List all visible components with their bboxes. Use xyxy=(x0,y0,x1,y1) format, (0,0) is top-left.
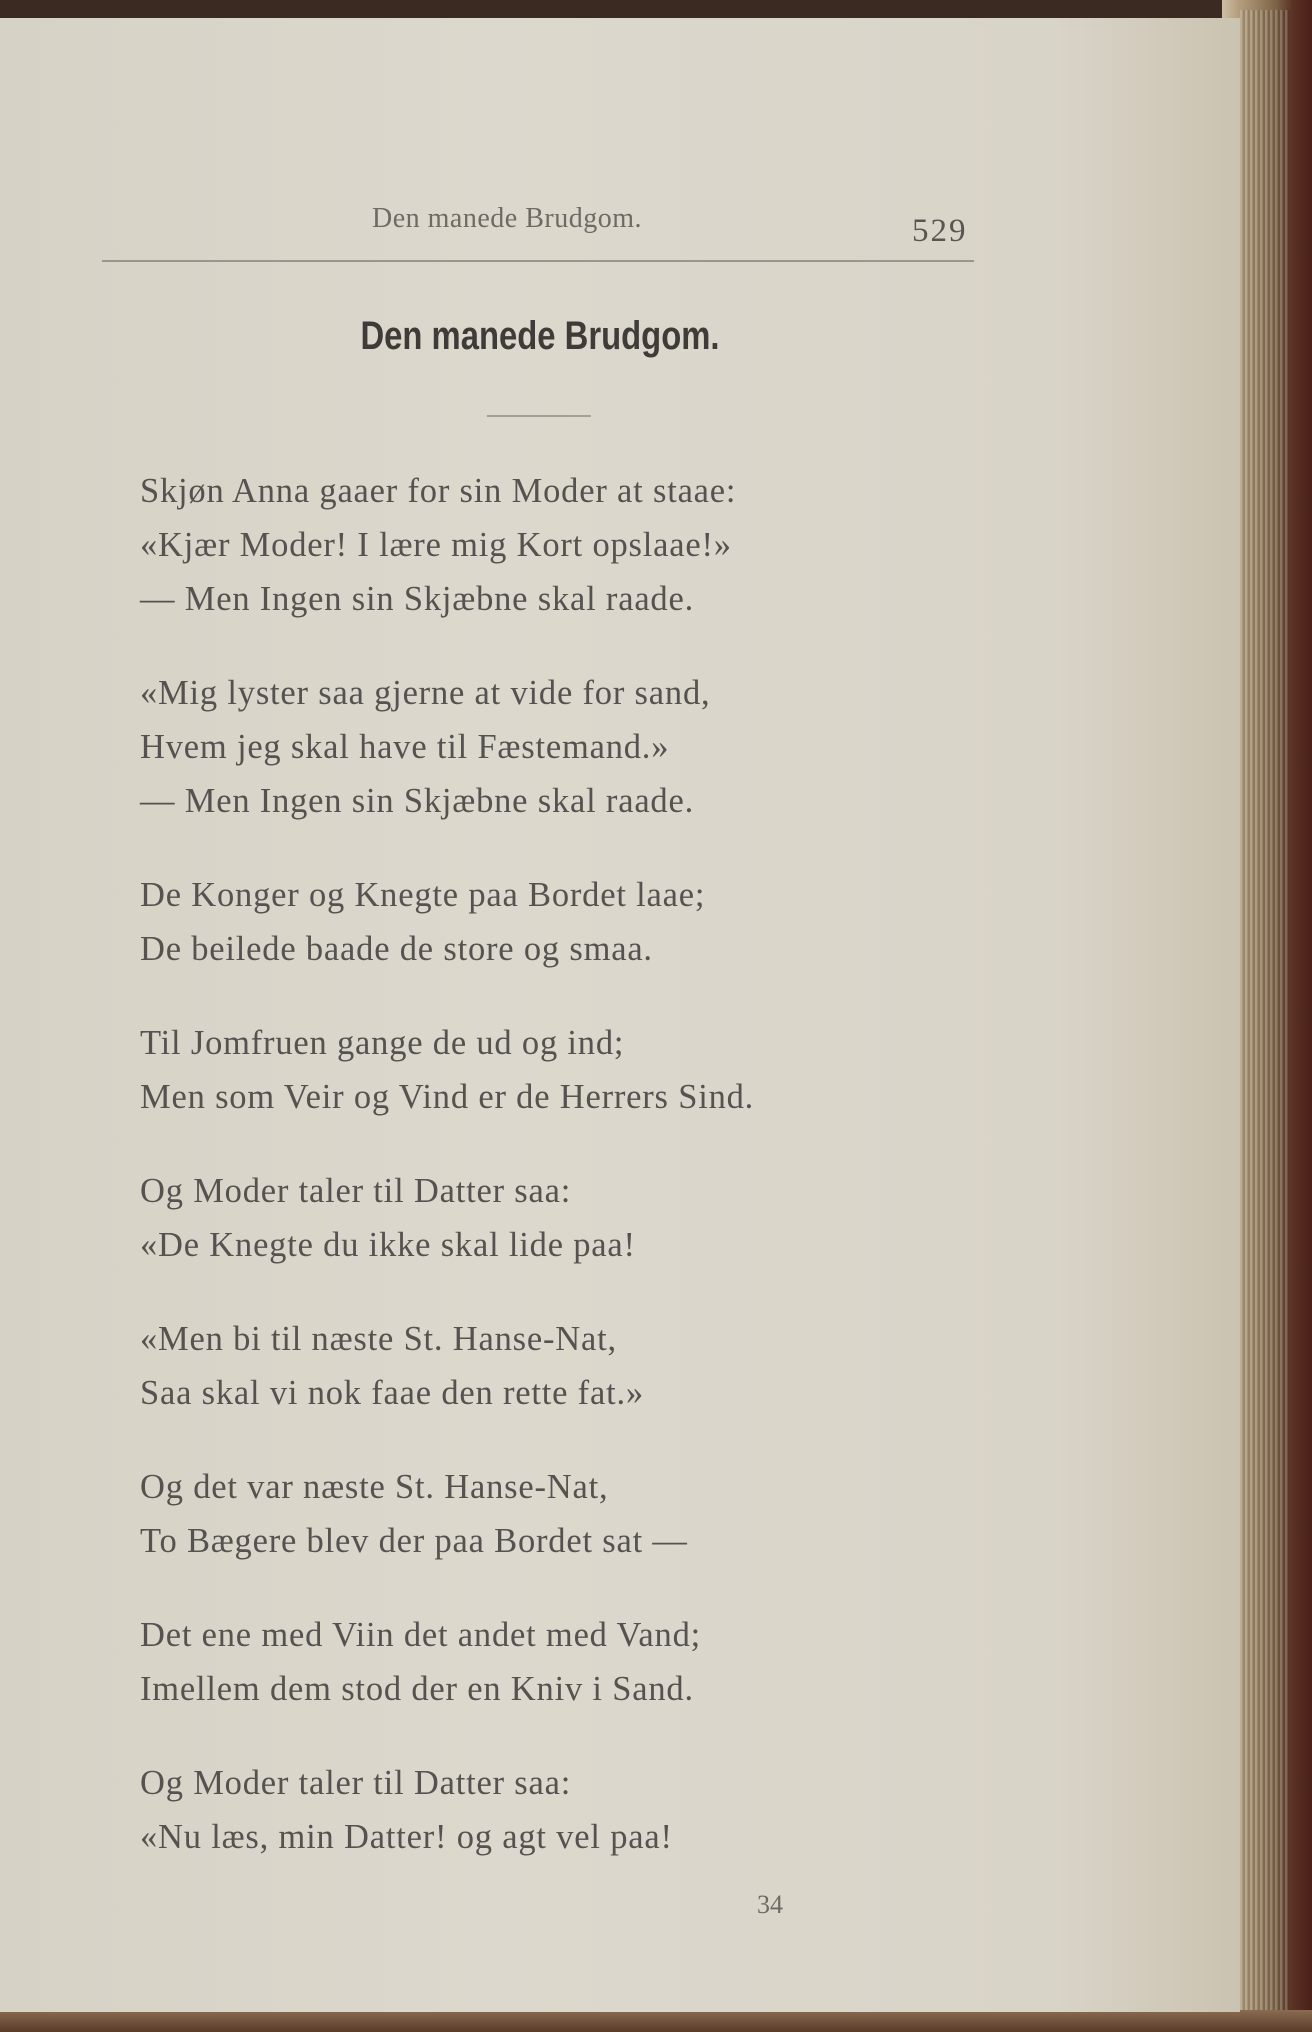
stanza xyxy=(140,1312,1020,1420)
poem-line: Skjøn Anna gaaer for sin Moder at staae: xyxy=(140,472,737,510)
poem-line: Og Moder taler til Datter saa: xyxy=(140,1172,572,1210)
title-rule xyxy=(487,415,591,417)
poem-body xyxy=(140,464,1020,1904)
page-number: 529 xyxy=(912,213,968,249)
book-bottom-edge xyxy=(0,2010,1312,2032)
page-edge-texture xyxy=(1240,10,1290,2015)
poem-line: Det ene med Viin det andet med Vand; xyxy=(140,1616,702,1654)
poem-line: Og Moder taler til Datter saa: xyxy=(140,1764,572,1802)
poem-title: Den manede Brudgom. xyxy=(360,314,720,358)
poem-line: Imellem dem stod der en Kniv i Sand. xyxy=(140,1670,694,1708)
stanza xyxy=(140,464,1020,626)
stanza xyxy=(140,1164,1020,1272)
poem-line: «Kjær Moder! I lære mig Kort opslaae!» xyxy=(140,526,732,564)
poem-line: Saa skal vi nok faae den rette fat.» xyxy=(140,1374,644,1412)
poem-line: Hvem jeg skal have til Fæstemand.» xyxy=(140,728,670,766)
poem-line: «Nu læs, min Datter! og agt vel paa! xyxy=(140,1818,673,1856)
poem-line: Til Jomfruen gange de ud og ind; xyxy=(140,1024,625,1062)
poem-line: De beilede baade de store og smaa. xyxy=(140,930,653,968)
stanza xyxy=(140,1016,1020,1124)
poem-line: «De Knegte du ikke skal lide paa! xyxy=(140,1226,636,1264)
poem-line: Og det var næste St. Hanse-Nat, xyxy=(140,1468,609,1506)
poem-line: «Mig lyster saa gjerne at vide for sand, xyxy=(140,674,711,712)
stanza xyxy=(140,1756,1020,1864)
signature-mark: 34 xyxy=(757,1890,783,1919)
poem-line: «Men bi til næste St. Hanse-Nat, xyxy=(140,1320,617,1358)
stanza xyxy=(140,1460,1020,1568)
poem-line: — Men Ingen sin Skjæbne skal raade. xyxy=(140,782,695,820)
running-head: Den manede Brudgom. xyxy=(372,203,642,234)
poem-line: Men som Veir og Vind er de Herrers Sind. xyxy=(140,1078,755,1116)
header-rule xyxy=(102,260,974,262)
stanza xyxy=(140,666,1020,828)
poem-line: To Bægere blev der paa Bordet sat — xyxy=(140,1522,688,1560)
book-page xyxy=(0,18,1240,2012)
poem-line: — Men Ingen sin Skjæbne skal raade. xyxy=(140,580,695,618)
stanza xyxy=(140,868,1020,976)
poem-line: De Konger og Knegte paa Bordet laae; xyxy=(140,876,706,914)
stanza xyxy=(140,1608,1020,1716)
